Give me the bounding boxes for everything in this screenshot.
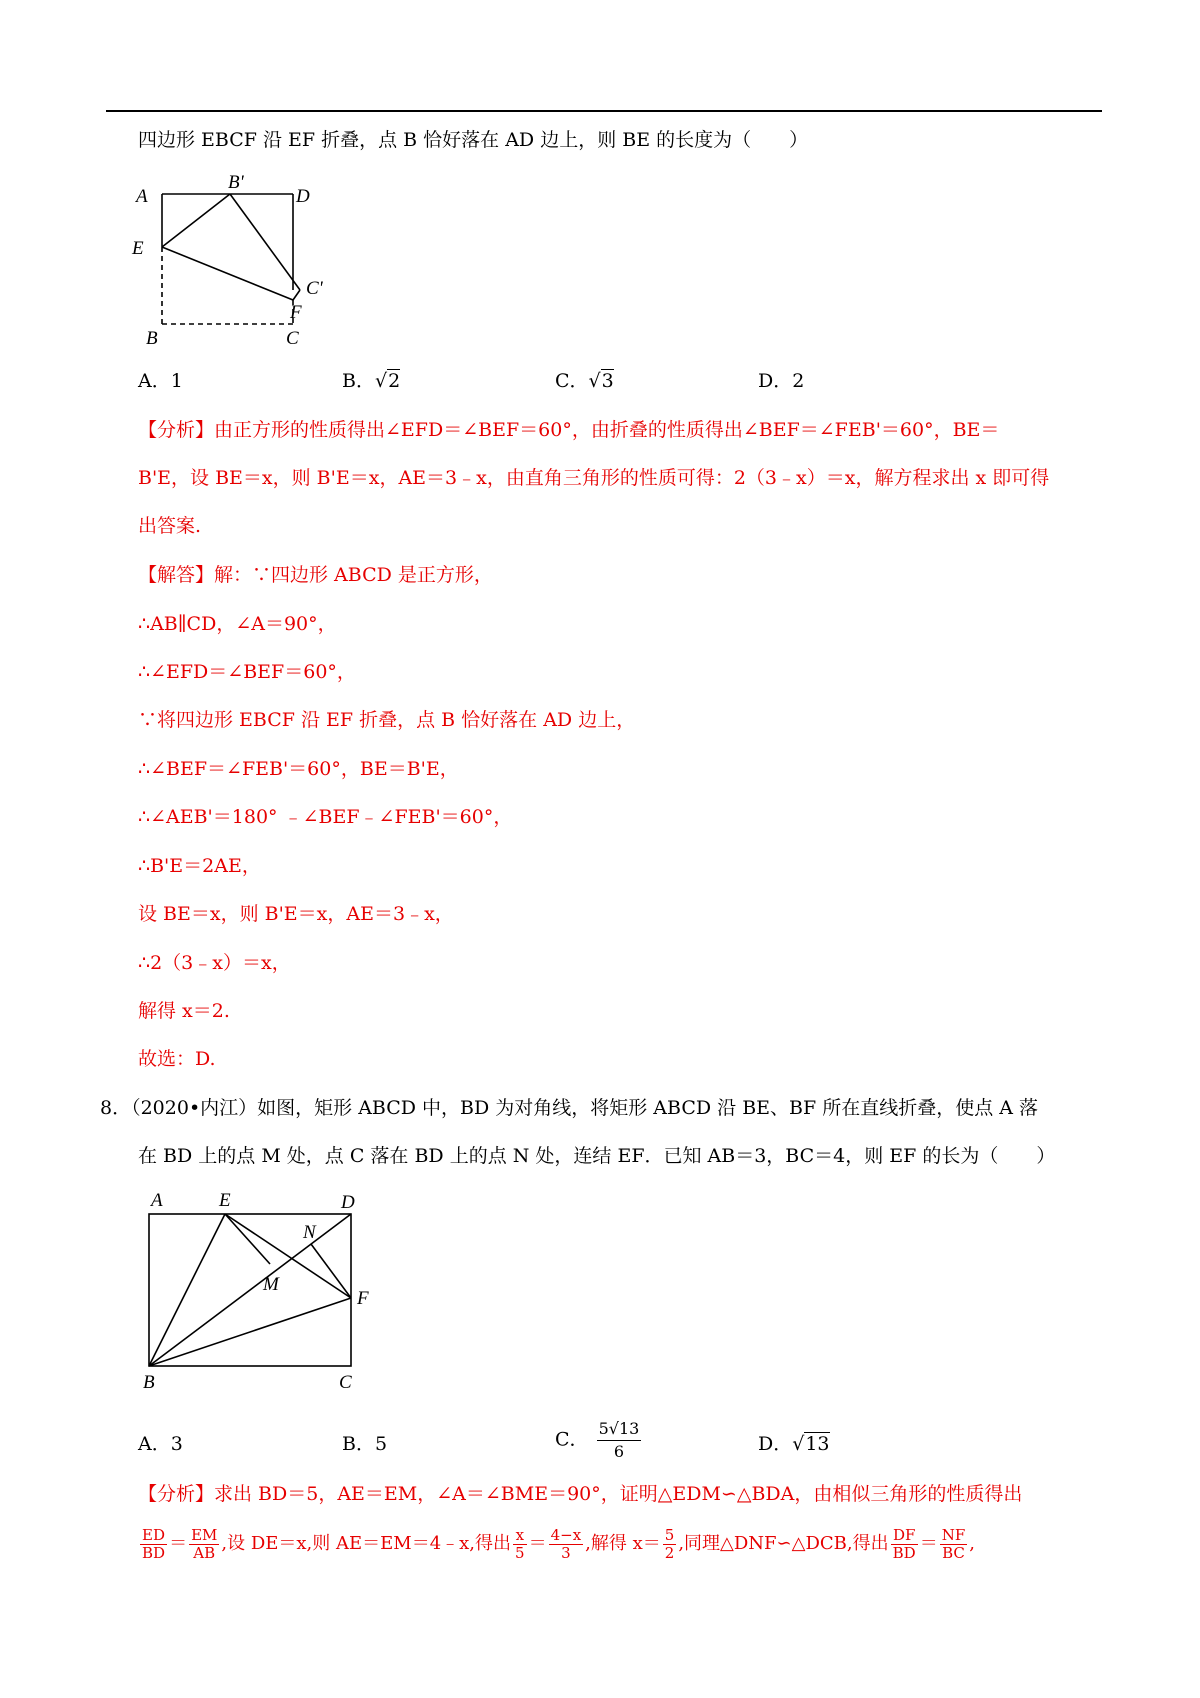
eq2: ＝: [528, 1533, 547, 1554]
label-A: A: [136, 186, 148, 207]
frac1-den: BD: [142, 1543, 166, 1562]
option-8d: D．√13: [758, 1433, 830, 1455]
analysis7-line3: 出答案.: [138, 515, 202, 537]
eq1: ＝: [169, 1533, 188, 1554]
frac6-num: DF: [891, 1527, 918, 1545]
label8-E: E: [219, 1190, 231, 1211]
label-E: E: [132, 238, 144, 259]
problem8-stem-line1: 8．（2020•内江）如图，矩形 ABCD 中，BD 为对角线，将矩形 ABCD 沿 BE、BF 所在直线折叠，使点 A 落: [100, 1097, 1039, 1119]
option-8a: A．3: [138, 1433, 183, 1455]
frac5-den: 2: [664, 1543, 675, 1562]
solution7-line7: ∴B'E＝2AE，: [138, 855, 261, 877]
label8-D: D: [341, 1192, 355, 1213]
option-7b: B．√2: [342, 370, 401, 392]
label8-F: F: [357, 1288, 369, 1309]
header-rule: [106, 110, 1102, 112]
frac7-den: BC: [942, 1543, 965, 1562]
frac4-den: 3: [561, 1543, 571, 1562]
frac5-num: 5: [664, 1525, 675, 1544]
label8-B: B: [143, 1372, 155, 1393]
label-C: C: [286, 328, 299, 349]
solution7-line10: 解得 x＝2.: [138, 1000, 230, 1022]
option-8c-prefix: C．: [555, 1428, 589, 1451]
label8-M: M: [263, 1274, 279, 1295]
analysis7-line2: B'E，设 BE＝x，则 B'E＝x，AE＝3﹣x，由直角三角形的性质可得：2（3﹣x）＝x，解方程求出 x 即可得: [138, 467, 1050, 489]
solution7-line8: 设 BE＝x，则 B'E＝x，AE＝3﹣x，: [138, 903, 454, 925]
figure-rectangle-fold: [135, 1190, 385, 1400]
problem7-stem: 四边形 EBCF 沿 EF 折叠，点 B 恰好落在 AD 边上，则 BE 的长度为（ ）: [138, 129, 809, 151]
solution7-line4: ∵将四边形 EBCF 沿 EF 折叠，点 B 恰好落在 AD 边上，: [138, 709, 636, 731]
analysis8-line1: 【分析】求出 BD＝5，AE＝EM，∠A＝∠BME＝90°，证明△EDM∽△BDA，由相似三角形的性质得出: [138, 1483, 1023, 1505]
option-7c-radicand: 3: [601, 370, 614, 392]
solution7-line6: ∴∠AEB'＝180° ﹣∠BEF﹣∠FEB'＝60°，: [138, 806, 513, 828]
frac4-num: 4−x: [550, 1525, 582, 1544]
analysis8-text2: ,解得 x＝: [585, 1533, 661, 1554]
problem8-stem-line2: 在 BD 上的点 M 处，点 C 落在 BD 上的点 N 处，连结 EF．已知 AB＝3，BC＝4，则 EF 的长为（ ）: [138, 1145, 1056, 1167]
analysis8-text1: ,设 DE＝x,则 AE＝EM＝4﹣x,得出: [221, 1533, 512, 1554]
label-B-prime: B': [228, 172, 244, 193]
analysis8-text4: ,: [969, 1533, 975, 1554]
option-7b-prefix: B．: [342, 370, 375, 392]
option-8c-numerator: 5√13: [597, 1418, 642, 1441]
frac3-den: 5: [515, 1543, 525, 1562]
label-D: D: [296, 186, 310, 207]
analysis7-line1: 【分析】由正方形的性质得出∠EFD＝∠BEF＝60°，由折叠的性质得出∠BEF＝∠FEB'＝60°，BE＝: [138, 419, 1000, 441]
option-8b: B．5: [342, 1433, 388, 1455]
frac3-num: x: [513, 1527, 527, 1545]
option-7d: D．2: [758, 370, 805, 392]
option-7a: A．1: [138, 370, 183, 392]
label-C-prime: C': [306, 278, 323, 299]
frac2-num: EM: [191, 1525, 218, 1544]
label-B: B: [146, 328, 158, 349]
analysis8-line2: [138, 1522, 975, 1566]
solution7-line2: ∴AB∥CD，∠A＝90°，: [138, 613, 337, 635]
label8-A: A: [151, 1190, 163, 1211]
frac7-num: NF: [941, 1525, 966, 1544]
solution7-line9: ∴2（3﹣x）＝x，: [138, 952, 291, 974]
option-8d-radicand: 13: [805, 1433, 830, 1455]
label-F: F: [290, 302, 302, 323]
label8-N: N: [303, 1222, 316, 1243]
option-7c: C．√3: [555, 370, 614, 392]
option-8c: [555, 1418, 643, 1463]
solution7-line3: ∴∠EFD＝∠BEF＝60°，: [138, 661, 356, 683]
frac1-num: ED: [140, 1527, 167, 1545]
option-8d-prefix: D．: [758, 1433, 793, 1455]
solution7-line11: 故选：D.: [138, 1048, 216, 1070]
solution7-line5: ∴∠BEF＝∠FEB'＝60°，BE＝B'E，: [138, 758, 459, 780]
analysis8-text3: ,同理△DNF∽△DCB,得出: [678, 1533, 889, 1554]
solution7-line1: 【解答】解：∵四边形 ABCD 是正方形，: [138, 564, 493, 586]
option-7c-prefix: C．: [555, 370, 589, 392]
eq3: ＝: [919, 1533, 938, 1554]
frac6-den: BD: [892, 1543, 916, 1562]
option-8c-denominator: 6: [613, 1442, 625, 1461]
label8-C: C: [339, 1372, 352, 1393]
frac2-den: AB: [193, 1543, 216, 1562]
option-7b-radicand: 2: [388, 370, 401, 392]
figure-square-fold: [130, 172, 350, 352]
